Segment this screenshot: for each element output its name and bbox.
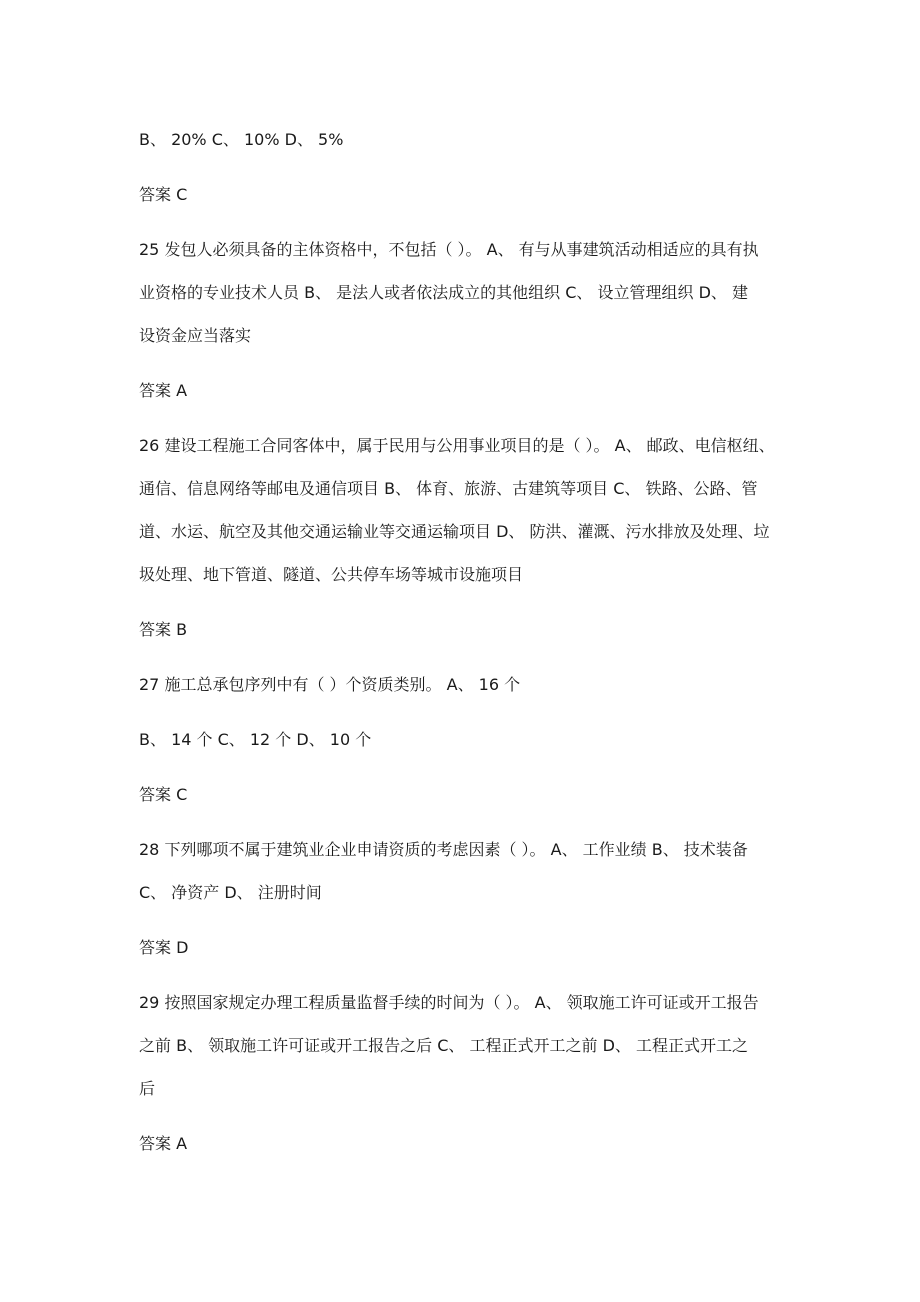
- q29-line-2: 之前 B、 领取施工许可证或开工报告之后 C、 工程正式开工之前 D、 工程正式开工之: [139, 1036, 748, 1055]
- q25-line-3: 设资金应当落实: [139, 326, 252, 345]
- q25-line-1: 25 发包人必须具备的主体资格中，不包括（ ）。 A、 有与从事建筑活动相适应的具有执: [139, 240, 759, 259]
- q27-answer: 答案 C: [139, 785, 188, 804]
- q24-options-line: B、 20% C、 10% D、 5%: [139, 130, 344, 149]
- q26-line-2: 通信、信息网络等邮电及通信项目 B、 体育、旅游、古建筑等项目 C、 铁路、公路、管: [139, 479, 758, 498]
- q26-line-1: 26 建设工程施工合同客体中，属于民用与公用事业项目的是（ ）。 A、 邮政、电信枢纽、: [139, 436, 775, 455]
- q27-options-line: B、 14 个 C、 12 个 D、 10 个: [139, 730, 372, 749]
- q29-line-1: 29 按照国家规定办理工程质量监督手续的时间为（ ）。 A、 领取施工许可证或开工报告: [139, 993, 759, 1012]
- q26-line-4: 圾处理、地下管道、隧道、公共停车场等城市设施项目: [139, 565, 524, 584]
- q28-line-2: C、 净资产 D、 注册时间: [139, 883, 322, 902]
- q26-answer: 答案 B: [139, 620, 188, 639]
- q28-answer: 答案 D: [139, 938, 189, 957]
- q25-line-2: 业资格的专业技术人员 B、 是法人或者依法成立的其他组织 C、 设立管理组织 D、 建: [139, 283, 748, 302]
- q24-answer: 答案 C: [139, 185, 188, 204]
- q28-line-1: 28 下列哪项不属于建筑业企业申请资质的考虑因素（ ）。 A、 工作业绩 B、 技术装备: [139, 840, 748, 859]
- q27-line-1: 27 施工总承包序列中有（ ）个资质类别。 A、 16 个: [139, 675, 521, 694]
- q29-line-3: 后: [139, 1079, 156, 1098]
- q29-answer: 答案 A: [139, 1134, 188, 1153]
- q25-answer: 答案 A: [139, 381, 188, 400]
- q26-line-3: 道、水运、航空及其他交通运输业等交通运输项目 D、 防洪、灌溉、污水排放及处理、垃: [139, 522, 770, 541]
